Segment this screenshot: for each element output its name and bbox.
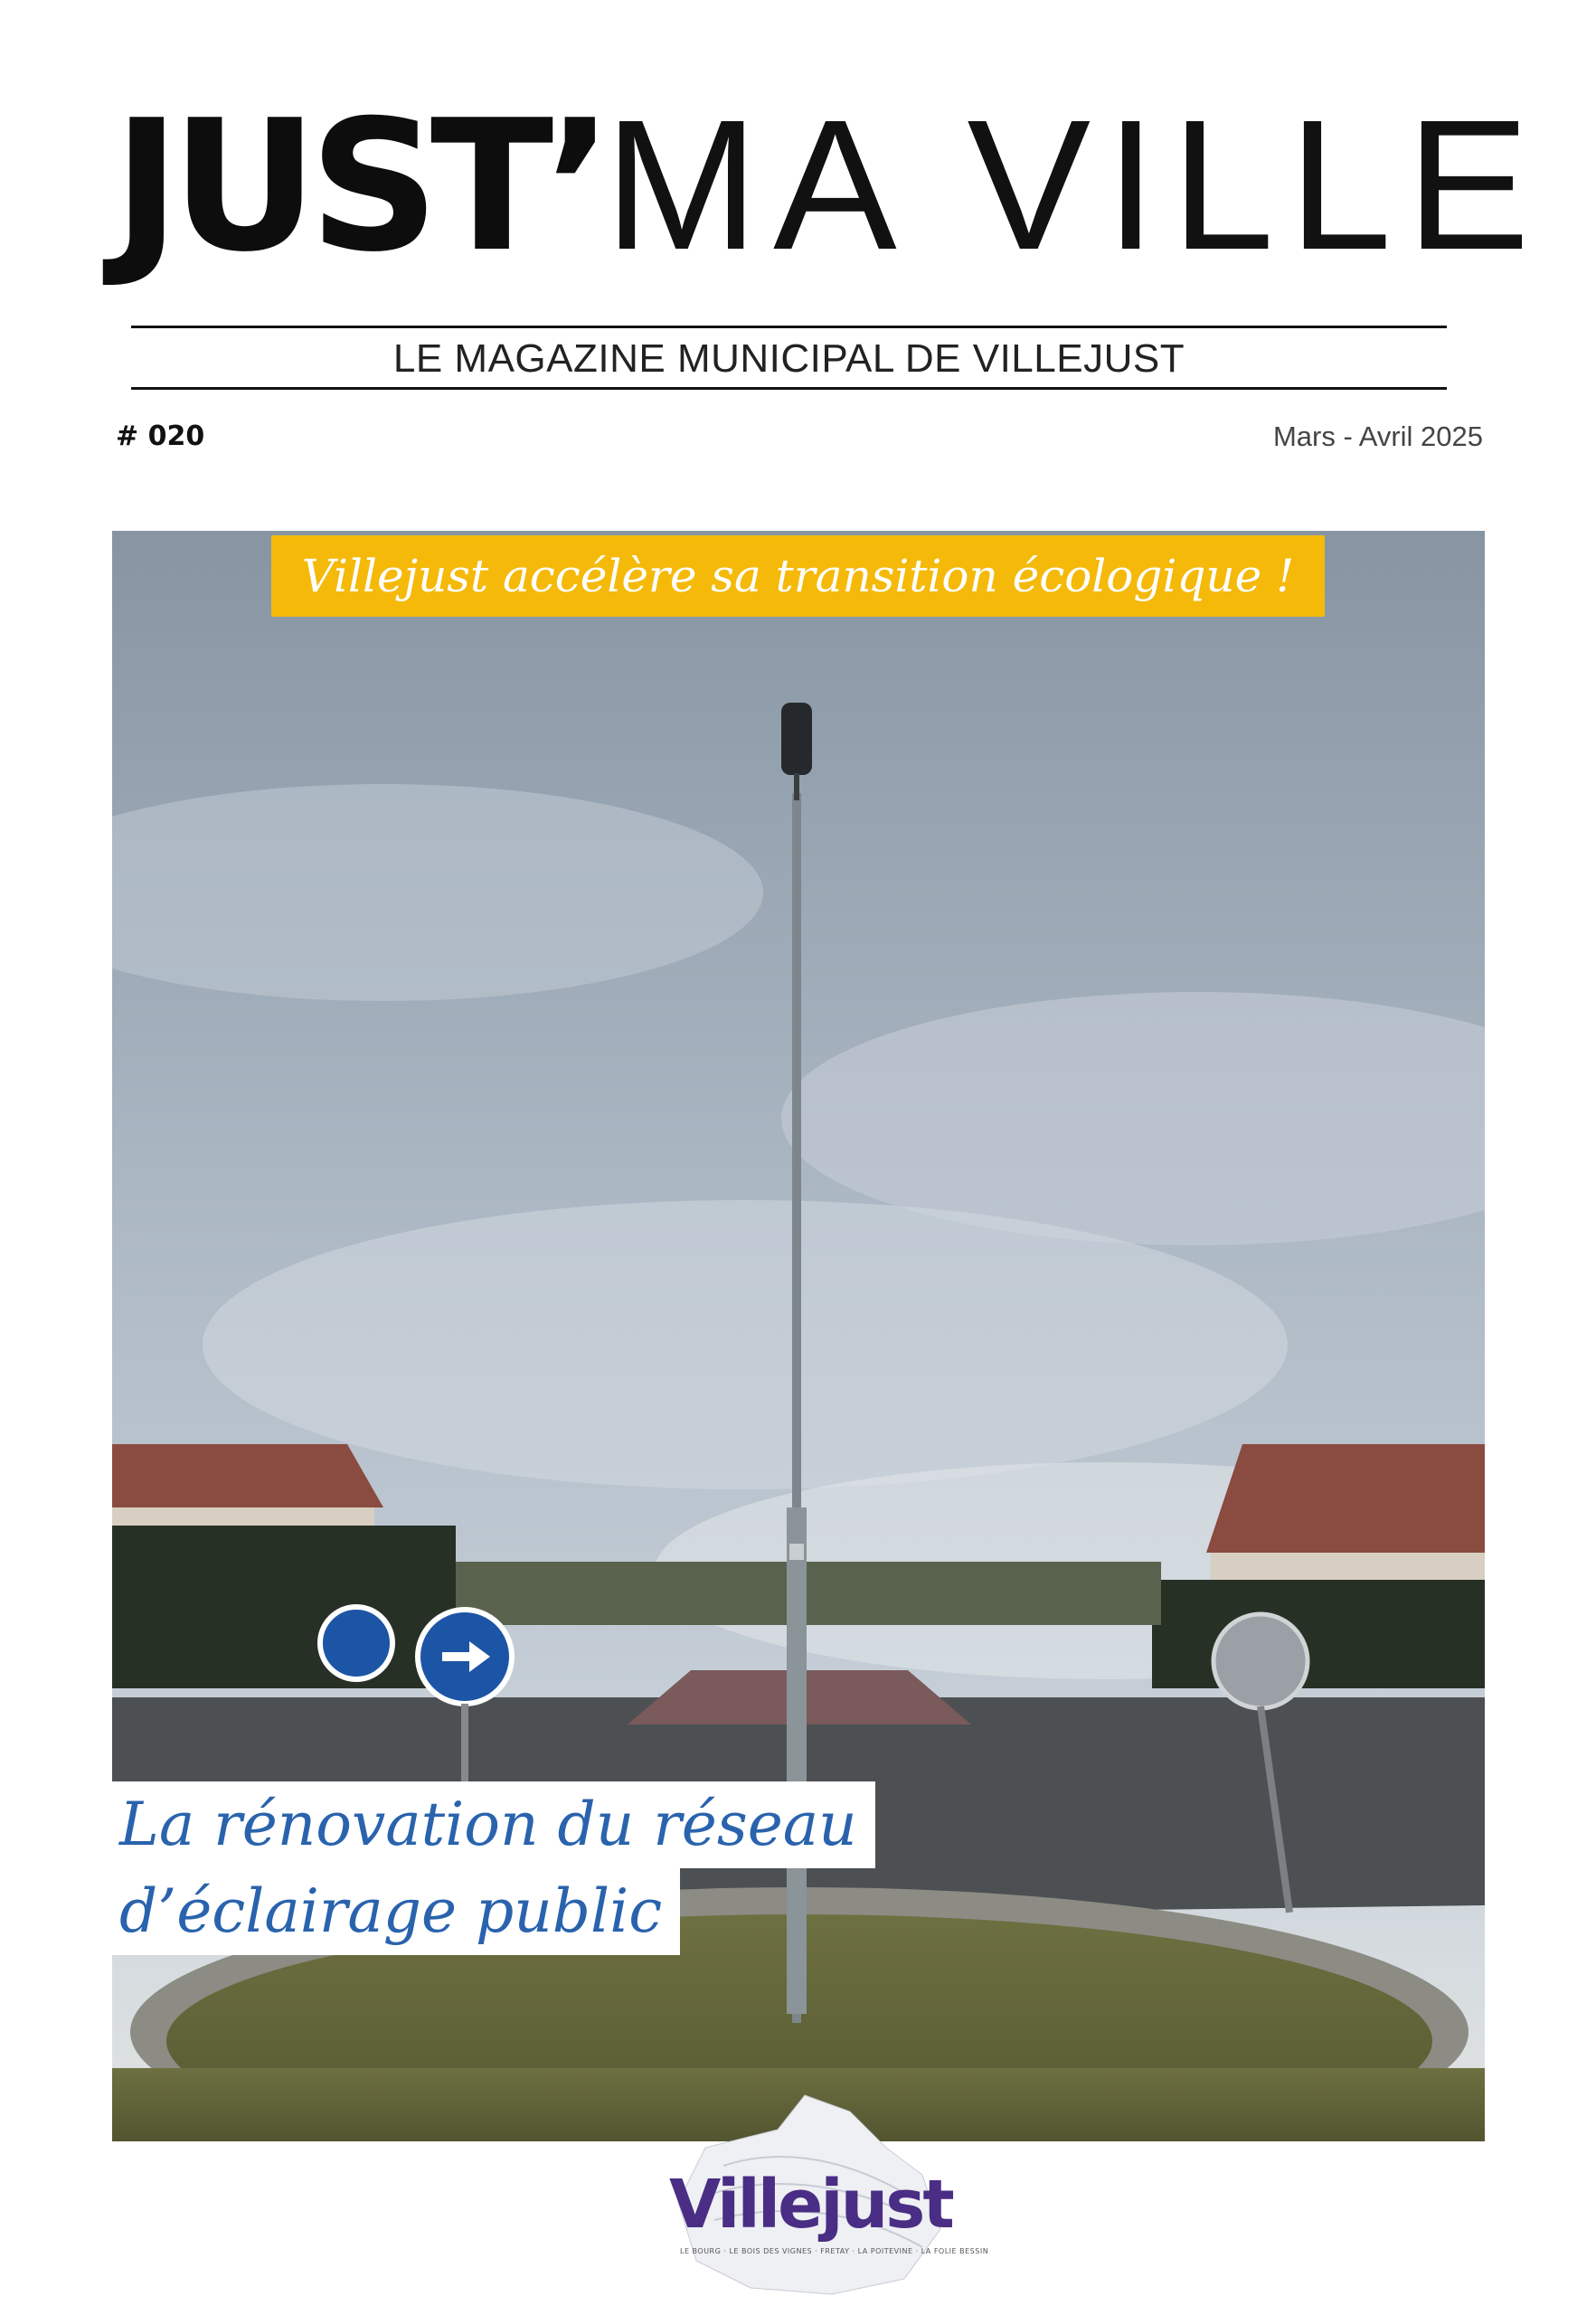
headline-line-1: La rénovation du réseau <box>112 1781 875 1868</box>
issue-date: Mars - Avril 2025 <box>1272 420 1483 452</box>
issue-number: # 020 <box>116 420 205 452</box>
villejust-logo <box>651 2093 989 2301</box>
cover-banner <box>271 535 1325 617</box>
headline-line-2: d’éclairage public <box>112 1868 680 1955</box>
masthead-light: MA VILLE <box>604 81 1544 288</box>
masthead-title <box>113 81 1544 292</box>
logo-wordmark: Villejust <box>669 2166 952 2244</box>
magazine-subtitle: LE MAGAZINE MUNICIPAL DE VILLEJUST <box>392 336 1185 381</box>
bottom-rule <box>131 387 1447 390</box>
logo-tagline: LE BOURG · LE BOIS DES VIGNES · FRETAY · LA POITEVINE · LA FOLIE BESSIN <box>680 2247 989 2255</box>
masthead-bold: JUST’ <box>113 81 605 292</box>
banner-text: Villejust accélère sa transition écologique ! <box>301 550 1295 602</box>
top-rule <box>131 326 1447 328</box>
